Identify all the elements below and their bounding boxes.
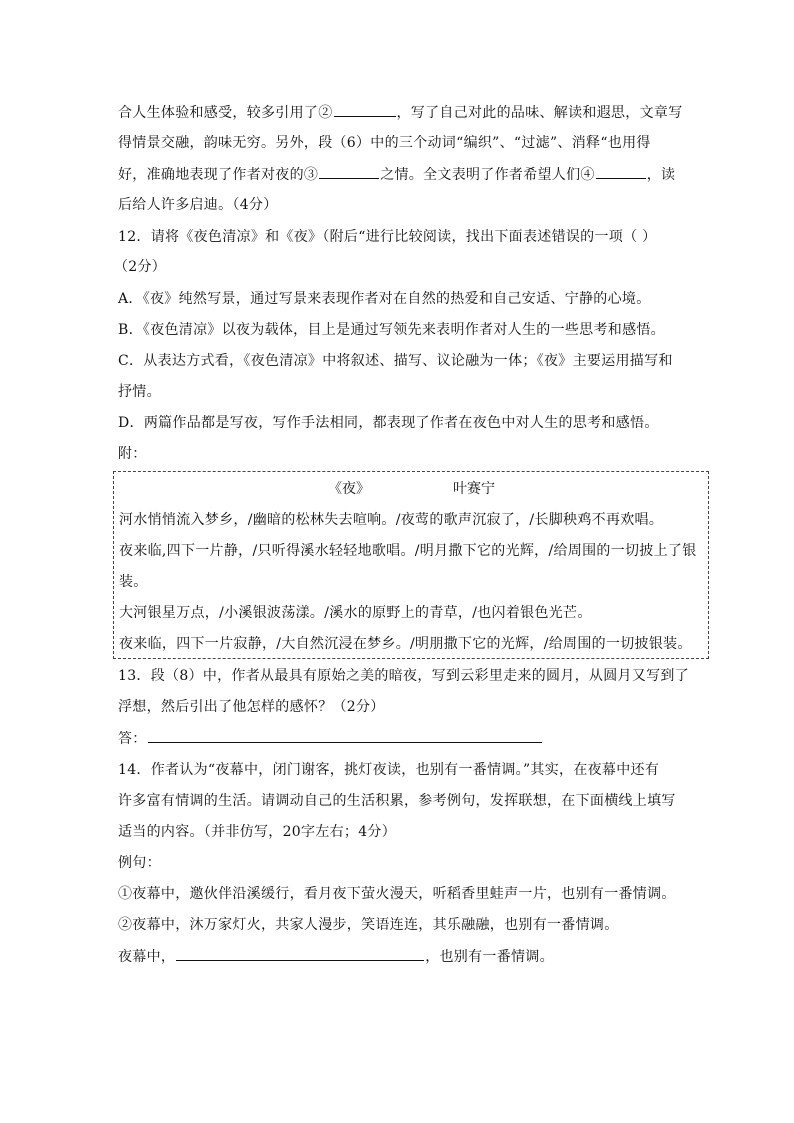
- q14-fill-row: [118, 946, 554, 967]
- q14-example-1: ①夜幕中，邀伙伴沿溪缓行，看月夜下萤火漫天，听稻香里蛙声一片，也别有一番情调。: [118, 886, 676, 902]
- q11-text-1b: ，写了自己对此的品味、解读和遐思，文章写: [396, 105, 683, 121]
- poem-box: [113, 471, 709, 659]
- poem-line-4: 大河银星万点，/小溪银波荡漾。/溪水的原野上的青草，/也闪着银色光芒。: [119, 605, 592, 621]
- appendix-label: 附：: [118, 446, 147, 462]
- poem-author: 叶赛宁: [453, 481, 495, 497]
- q11-text-1a: 合人生体验和感受，较多引用了②: [118, 105, 333, 121]
- q14-line-3: 适当的内容。（并非仿写，20字左右；4分）: [118, 824, 397, 840]
- q13-answer-line[interactable]: [148, 728, 542, 743]
- q13-line-1: 13．段（8）中，作者从最具有原始之美的暗夜，写到云彩里走来的圆月，从圆月又写到了: [118, 668, 690, 684]
- q12-stem: 12．请将《夜色清凉》和《夜》（附后“进行比较阅读，找出下面表述错误的一项（ ）: [118, 229, 657, 245]
- q14-line-2: 许多富有情调的生活。请调动自己的生活积累，参考例句，发挥联想，在下面横线上填写: [118, 793, 676, 809]
- q11-text-3b: 之情。全文表明了作者希望人们④: [380, 167, 595, 183]
- q14-fill-prefix: 夜幕中，: [118, 949, 176, 965]
- q13-answer-label: 答：: [118, 731, 147, 747]
- q11-blank-4[interactable]: [596, 164, 646, 179]
- poem-line-1: 河水悄悄流入梦乡，/幽暗的松林失去喧响。/夜莺的歌声沉寂了，/长脚秧鸡不再欢唱。: [119, 512, 664, 528]
- q11-text-3c: ，读: [646, 167, 676, 183]
- q11-blank-3[interactable]: [319, 164, 379, 179]
- q13-answer-row: [118, 728, 543, 749]
- q13-line-2: 浮想，然后引出了他怎样的感怀？（2分）: [118, 699, 385, 715]
- q11-line-3: [118, 164, 675, 185]
- q12-option-d: D．两篇作品都是写夜，写作手法相同，都表现了作者在夜色中对人生的思考和感悟。: [118, 415, 659, 431]
- q12-option-a: A．《夜》纯然写景，通过写景来表现作者对在自然的热爱和自己安适、宁静的心境。: [118, 291, 651, 307]
- q11-blank-2[interactable]: [334, 102, 396, 117]
- q12-option-c-line-2: 抒情。: [118, 384, 161, 400]
- q14-example-2: ②夜幕中，沐万家灯火，共家人漫步，笑语连连，其乐融融，也别有一番情调。: [118, 917, 619, 933]
- q11-text-3a: 好，准确地表现了作者对夜的③: [118, 167, 319, 183]
- poem-line-2: 夜来临,四下一片静，/只听得溪水轻轻地歌唱。/明月撒下它的光辉，/给周围的一切披上了银: [119, 543, 697, 559]
- q12-option-c-line-1: C．从表达方式看，《夜色清凉》中将叙述、描写、议论融为一体；《夜》主要运用描写和: [118, 353, 673, 369]
- q11-line-4: 后给人许多启迪。（4分）: [118, 197, 278, 213]
- q12-option-b: B．《夜色清凉》以夜为载体，目上是通过写领先来表明作者对人生的一些思考和感悟。: [118, 322, 665, 338]
- q14-answer-line[interactable]: [176, 946, 424, 961]
- q14-fill-suffix: ，也别有一番情调。: [425, 949, 554, 965]
- poem-line-5: 夜来临，四下一片寂静，/大自然沉浸在梦乡。/明朋撒下它的光辉，/给周围的一切披银装。: [119, 636, 692, 652]
- q11-line-2: 得情景交融，韵味无穷。另外，段（6）中的三个动词“编织”、“过滤”、消释“也用得: [118, 135, 651, 151]
- poem-line-3: 装。: [119, 574, 148, 590]
- q14-example-label: 例句：: [118, 855, 161, 871]
- poem-title: 《夜》: [328, 481, 370, 497]
- q12-score: （2分）: [114, 259, 167, 275]
- q11-line-1: [118, 102, 683, 123]
- q14-line-1: 14．作者认为“夜幕中，闭门谢客，挑灯夜读，也别有一番情调。”其实，在夜幕中还有: [118, 762, 660, 778]
